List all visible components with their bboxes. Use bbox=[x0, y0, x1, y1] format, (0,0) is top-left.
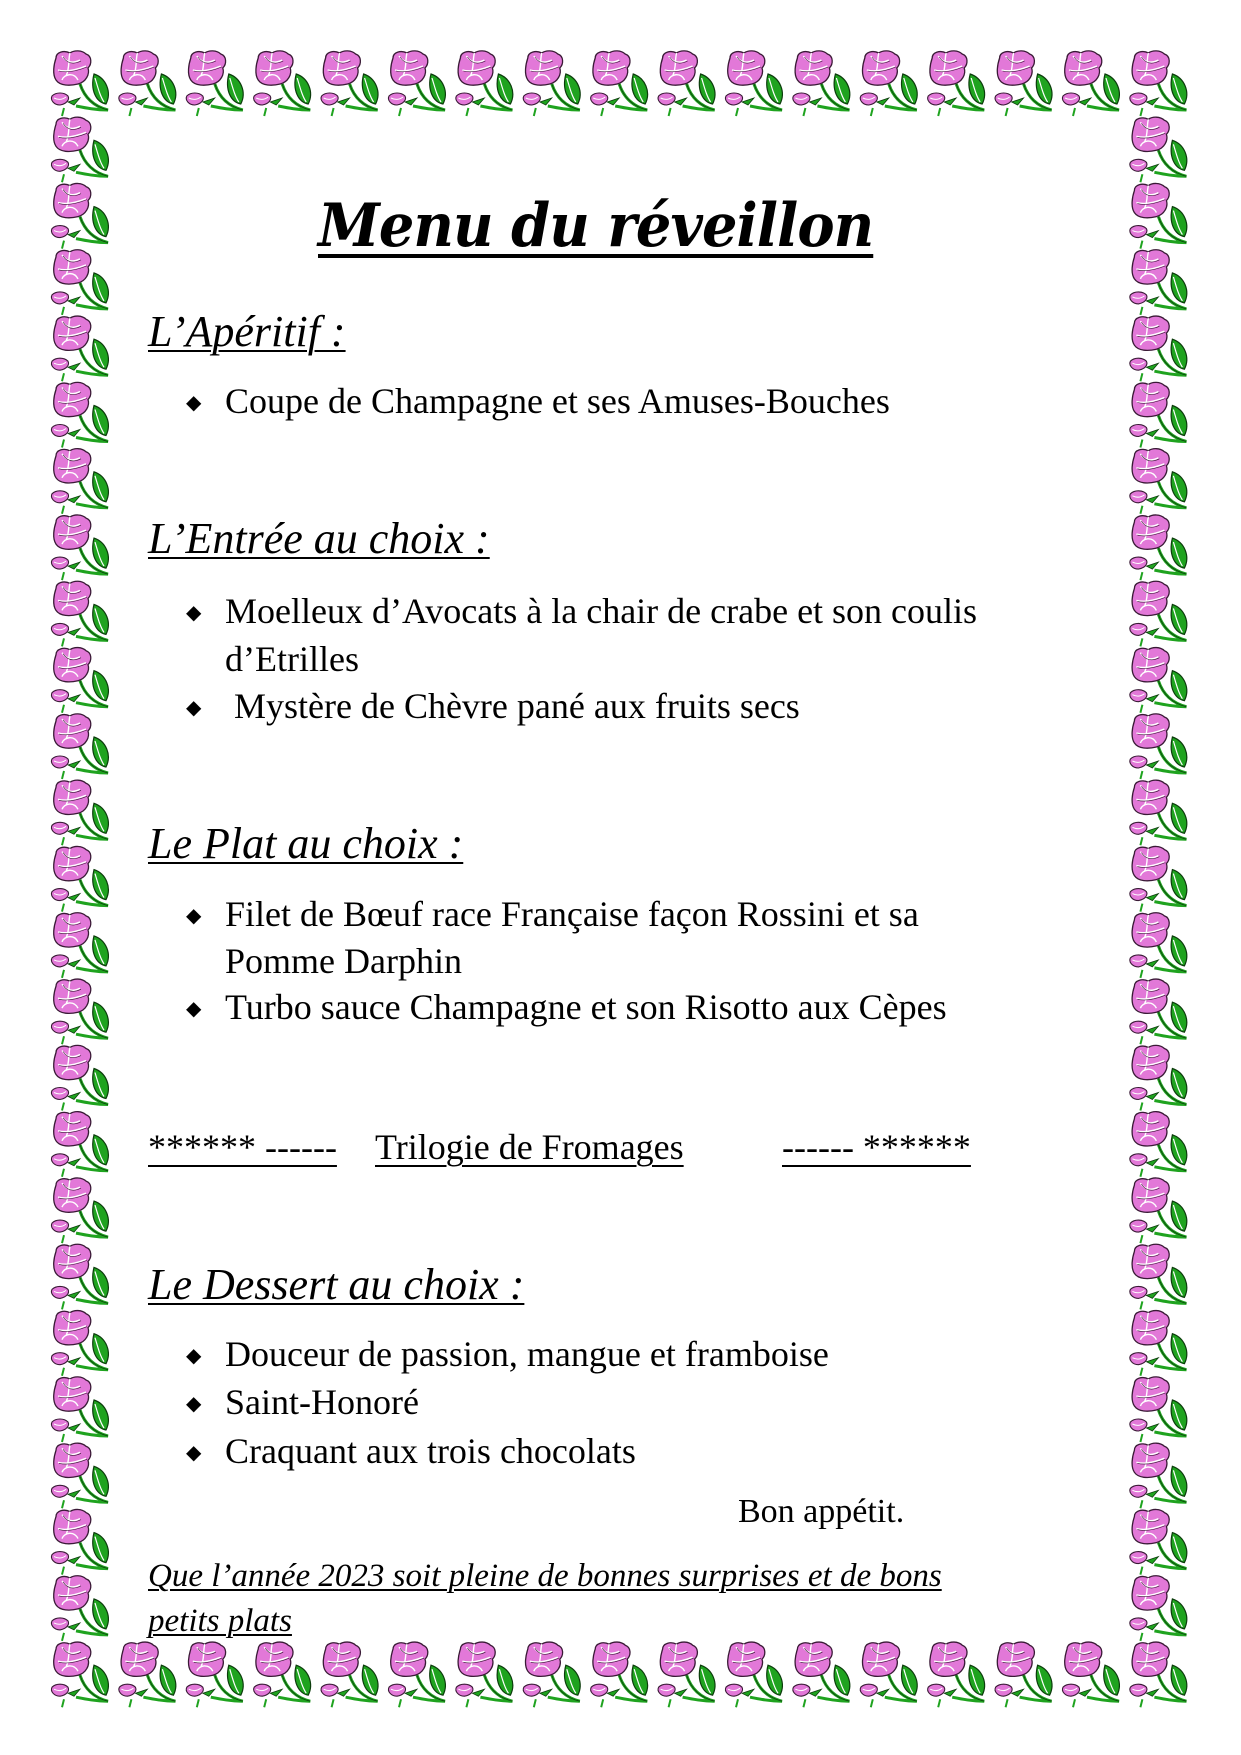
rose-icon bbox=[1130, 117, 1187, 182]
menu-item-dessert-2: Saint-Honoré bbox=[225, 1382, 419, 1422]
rose-icon bbox=[1130, 316, 1187, 381]
rose-icon bbox=[1130, 382, 1187, 447]
rose-icon bbox=[51, 117, 108, 182]
rose-icon bbox=[456, 51, 513, 116]
rose-icon bbox=[51, 913, 108, 978]
rose-icon bbox=[321, 1642, 378, 1707]
rose-icon bbox=[51, 1244, 108, 1309]
menu-item-plat-1: Filet de Bœuf race Française façon Rossini et sa bbox=[225, 894, 919, 934]
rose-icon bbox=[1130, 449, 1187, 514]
rose-icon bbox=[456, 1642, 513, 1707]
bullet-icon: ◆ bbox=[186, 903, 202, 927]
rose-icon bbox=[51, 1576, 108, 1641]
rose-icon bbox=[725, 1642, 782, 1707]
rose-icon bbox=[186, 51, 243, 116]
rose-icon bbox=[1062, 1642, 1119, 1707]
bullet-icon: ◆ bbox=[186, 390, 202, 414]
bullet-icon: ◆ bbox=[186, 600, 202, 624]
rose-icon bbox=[51, 449, 108, 514]
rose-icon bbox=[523, 51, 580, 116]
rose-icon bbox=[658, 51, 715, 116]
rose-icon bbox=[1130, 1311, 1187, 1376]
rose-icon bbox=[51, 515, 108, 580]
rose-icon bbox=[1130, 846, 1187, 911]
menu-item-dessert-1: Douceur de passion, mangue et framboise bbox=[225, 1334, 829, 1374]
closing-greeting: Bon appétit. bbox=[738, 1493, 905, 1530]
rose-icon bbox=[1130, 780, 1187, 845]
rose-icon bbox=[388, 1642, 445, 1707]
section-heading-entree: L’Entrée au choix : bbox=[148, 514, 490, 563]
rose-icon bbox=[1130, 1178, 1187, 1243]
rose-icon bbox=[51, 51, 108, 116]
rose-icon bbox=[1130, 913, 1187, 978]
rose-icon bbox=[51, 382, 108, 447]
rose-icon bbox=[51, 581, 108, 646]
rose-icon bbox=[1130, 515, 1187, 580]
rose-icon bbox=[254, 1642, 311, 1707]
rose-icon bbox=[591, 51, 648, 116]
cheese-right-decoration: ------ ****** bbox=[782, 1127, 971, 1167]
cheese-left-decoration: ****** ------ bbox=[148, 1127, 337, 1167]
rose-icon bbox=[51, 1045, 108, 1110]
rose-icon bbox=[928, 1642, 985, 1707]
rose-icon bbox=[1062, 51, 1119, 116]
rose-icon bbox=[51, 714, 108, 779]
rose-icon bbox=[51, 1509, 108, 1574]
rose-icon bbox=[1130, 979, 1187, 1044]
rose-icon bbox=[658, 1642, 715, 1707]
rose-icon bbox=[321, 51, 378, 116]
rose-icon bbox=[591, 1642, 648, 1707]
rose-icon bbox=[51, 648, 108, 713]
section-heading-dessert: Le Dessert au choix : bbox=[148, 1260, 525, 1309]
rose-icon bbox=[51, 780, 108, 845]
rose-icon bbox=[1130, 183, 1187, 248]
section-heading-aperitif: L’Apéritif : bbox=[148, 307, 346, 356]
rose-icon bbox=[1130, 1377, 1187, 1442]
rose-icon bbox=[1130, 1509, 1187, 1574]
menu-item-aperitif-1: Coupe de Champagne et ses Amuses-Bouches bbox=[225, 381, 890, 421]
section-heading-plat: Le Plat au choix : bbox=[148, 819, 464, 868]
rose-icon bbox=[1130, 1642, 1187, 1707]
new-year-wish-line-2: petits plats bbox=[148, 1603, 292, 1639]
rose-icon bbox=[51, 1443, 108, 1508]
menu-item-plat-1-continued: Pomme Darphin bbox=[225, 941, 462, 981]
bullet-icon: ◆ bbox=[186, 695, 202, 719]
new-year-wish-line-1: Que l’année 2023 soit pleine de bonnes surprises et de bons bbox=[148, 1558, 942, 1594]
rose-icon bbox=[51, 1642, 108, 1707]
rose-icon bbox=[254, 51, 311, 116]
rose-icon bbox=[119, 51, 176, 116]
rose-icon bbox=[51, 1178, 108, 1243]
rose-icon bbox=[793, 1642, 850, 1707]
rose-icon bbox=[928, 51, 985, 116]
menu-item-entree-1: Moelleux d’Avocats à la chair de crabe et son coulis bbox=[225, 591, 978, 631]
rose-icon bbox=[51, 1311, 108, 1376]
rose-icon bbox=[119, 1642, 176, 1707]
cheese-course-label: Trilogie de Fromages bbox=[375, 1127, 684, 1167]
menu-item-entree-2: Mystère de Chèvre pané aux fruits secs bbox=[225, 686, 800, 726]
bullet-icon: ◆ bbox=[186, 1391, 202, 1415]
rose-icon bbox=[1130, 581, 1187, 646]
rose-icon bbox=[51, 316, 108, 381]
menu-item-plat-2: Turbo sauce Champagne et son Risotto aux Cèpes bbox=[225, 987, 947, 1027]
rose-icon bbox=[51, 1377, 108, 1442]
rose-icon bbox=[995, 1642, 1052, 1707]
rose-icon bbox=[186, 1642, 243, 1707]
rose-icon bbox=[51, 979, 108, 1044]
rose-icon bbox=[1130, 250, 1187, 315]
menu-title: Menu du réveillon bbox=[318, 191, 874, 261]
rose-icon bbox=[388, 51, 445, 116]
rose-icon bbox=[1130, 714, 1187, 779]
rose-icon bbox=[725, 51, 782, 116]
rose-icon bbox=[51, 846, 108, 911]
rose-icon bbox=[51, 183, 108, 248]
rose-icon bbox=[51, 250, 108, 315]
rose-icon bbox=[1130, 1112, 1187, 1177]
rose-icon bbox=[860, 51, 917, 116]
rose-icon bbox=[1130, 1443, 1187, 1508]
rose-icon bbox=[523, 1642, 580, 1707]
rose-icon bbox=[1130, 1045, 1187, 1110]
rose-icon bbox=[860, 1642, 917, 1707]
rose-icon bbox=[51, 1112, 108, 1177]
menu-item-entree-1-continued: d’Etrilles bbox=[225, 639, 359, 679]
rose-icon bbox=[1130, 1576, 1187, 1641]
rose-icon bbox=[1130, 1244, 1187, 1309]
bullet-icon: ◆ bbox=[186, 1440, 202, 1464]
rose-icon bbox=[995, 51, 1052, 116]
rose-icon bbox=[1130, 648, 1187, 713]
rose-icon bbox=[793, 51, 850, 116]
rose-icon bbox=[1130, 51, 1187, 116]
menu-item-dessert-3: Craquant aux trois chocolats bbox=[225, 1431, 636, 1471]
bullet-icon: ◆ bbox=[186, 996, 202, 1020]
bullet-icon: ◆ bbox=[186, 1343, 202, 1367]
